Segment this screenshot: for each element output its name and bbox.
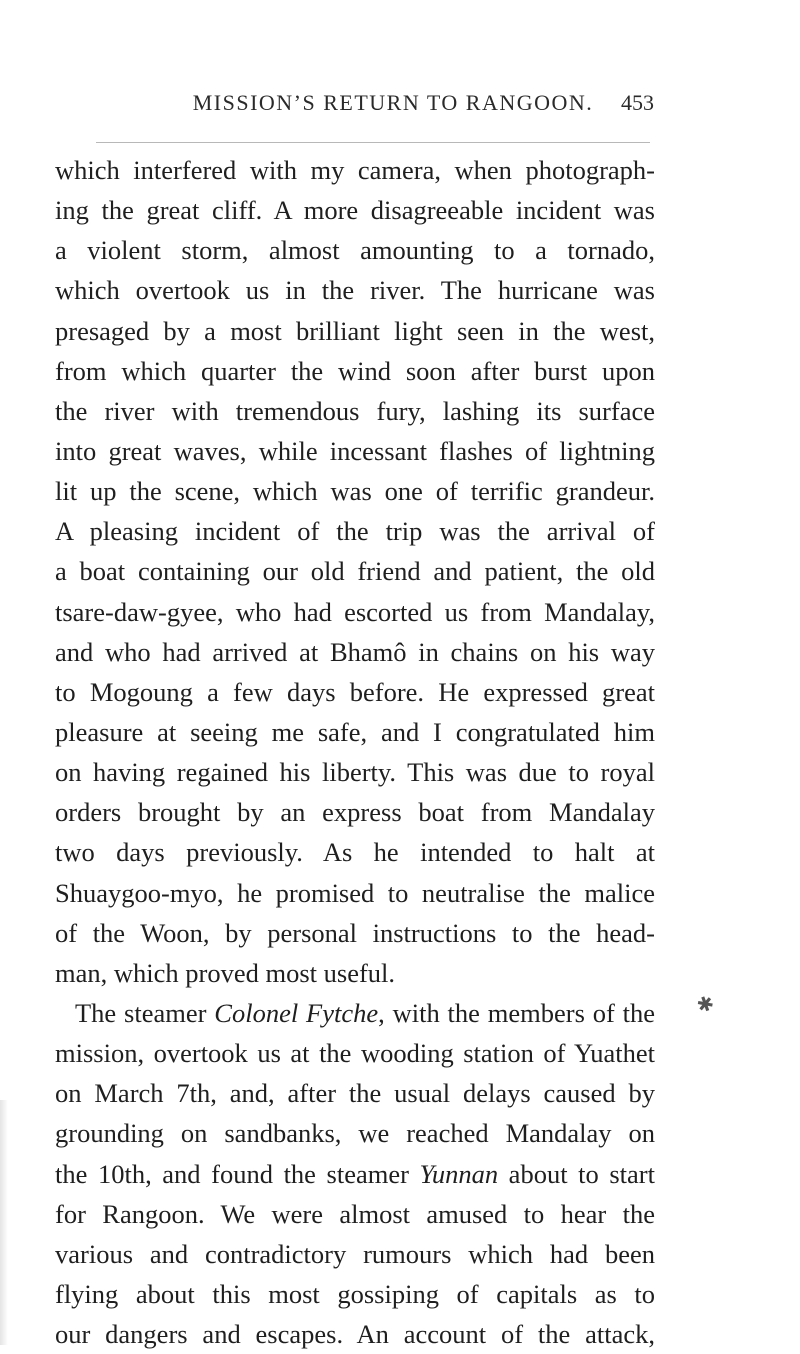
body-text <box>55 150 655 1354</box>
text-line: from which quarter the wind soon after burst upon <box>55 355 655 386</box>
text-line: and who had arrived at Bhamô in chains on his way <box>55 636 655 667</box>
text-line: Shuaygoo-myo, he promised to neutralise the malice <box>55 877 655 908</box>
text-line: on March 7th, and, after the usual delays caused by <box>55 1078 655 1109</box>
text-run: about to start <box>498 1158 655 1189</box>
text-line: which interfered with my camera, when photograph- <box>55 155 655 185</box>
text-line: our dangers and escapes. An account of the attack, <box>55 1319 655 1350</box>
text-line: into great waves, while incessant flashes of lightning <box>55 435 655 466</box>
text-line: on having regained his liberty. This was due to royal <box>55 757 655 788</box>
text-line: A pleasing incident of the trip was the arrival of <box>55 516 655 547</box>
text-line <box>55 993 655 1033</box>
text-line: two days previously. As he intended to halt at <box>55 837 655 868</box>
text-line: presaged by a most brilliant light seen in the west, <box>55 315 655 346</box>
ship-name-yunnan: Yunnan <box>419 1158 499 1189</box>
text-line: a violent storm, almost amounting to a tornado, <box>55 235 655 266</box>
text-line: ing the great cliff. A more disagreeable incident was <box>55 195 655 226</box>
text-run: the 10th, and found the steamer <box>55 1158 420 1189</box>
text-line: tsare-daw-gyee, who had escorted us from Mandalay, <box>55 596 655 627</box>
running-title: MISSION’S RETURN TO RANGOON. <box>192 90 594 115</box>
running-head <box>0 90 800 120</box>
text-line: lit up the scene, which was one of terrific grandeur. <box>55 476 655 507</box>
gutter-shadow <box>0 1100 8 1345</box>
text-line: for Rangoon. We were almost amused to hear the <box>55 1198 655 1229</box>
text-line: orders brought by an express boat from Mandalay <box>55 797 655 828</box>
text-line: various and contradictory rumours which had been <box>55 1238 655 1269</box>
text-line: to Mogoung a few days before. He expressed great <box>55 676 655 707</box>
page-number: 453 <box>621 90 654 115</box>
text-run: , with the members of the <box>378 997 656 1028</box>
text-line: the river with tremendous fury, lashing its surface <box>55 395 655 426</box>
text-run: The steamer <box>75 997 215 1028</box>
text-line: of the Woon, by personal instructions to the head- <box>55 917 655 948</box>
text-line: mission, overtook us at the wooding station of Yuathet <box>55 1038 655 1069</box>
text-line: grounding on sandbanks, we reached Mandalay on <box>55 1118 655 1149</box>
text-line: which overtook us in the river. The hurricane was <box>55 275 655 306</box>
text-line: pleasure at seeing me safe, and I congratulated him <box>55 716 655 747</box>
ship-name-colonel-fytche: Colonel Fytche <box>214 997 379 1028</box>
header-rule <box>96 142 650 143</box>
text-line: flying about this most gossiping of capitals as to <box>55 1278 655 1309</box>
text-line: a boat containing our old friend and patient, the old <box>55 556 655 587</box>
margin-mark-icon: ✱ <box>693 989 718 1019</box>
text-line: man, which proved most useful. <box>55 957 396 988</box>
text-line <box>55 1154 655 1194</box>
